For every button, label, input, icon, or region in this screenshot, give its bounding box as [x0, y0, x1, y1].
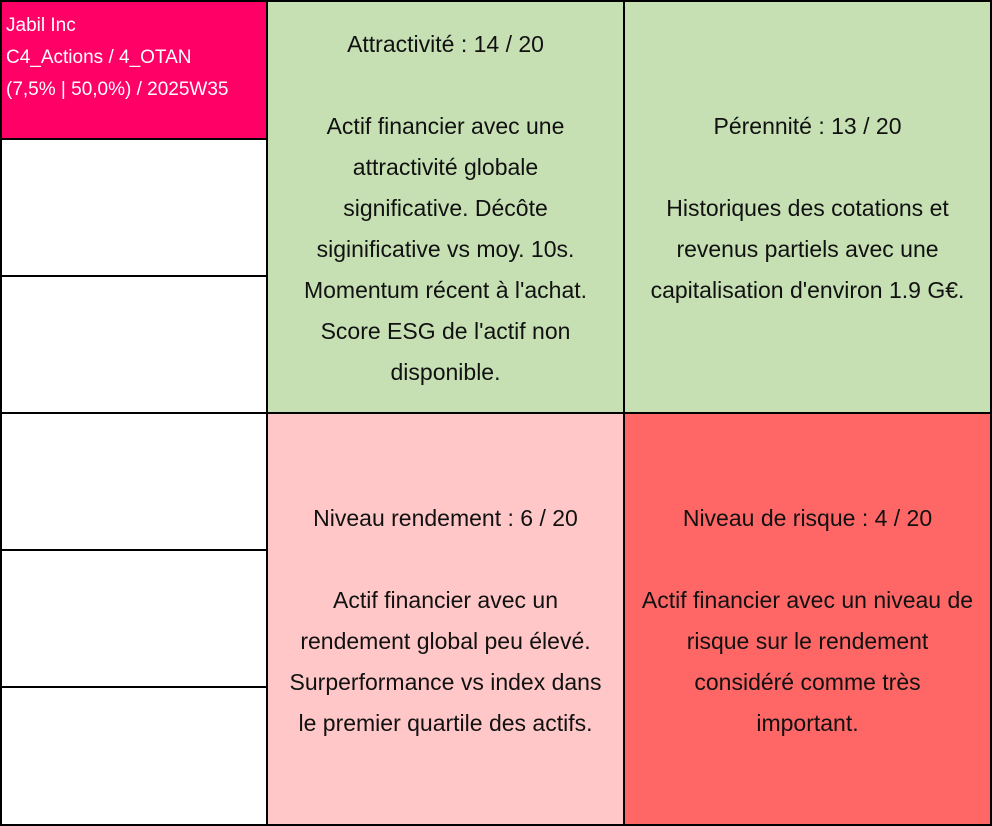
asset-allocation: (7,5% | 50,0%) / 2025W35	[6, 79, 229, 100]
company-name: Jabil Inc	[6, 15, 76, 36]
empty-cell	[0, 275, 268, 414]
perennite-title: Pérennité : 13 / 20	[713, 113, 902, 139]
attractivite-text-line: attractivité globale	[352, 154, 539, 180]
asset-category: C4_Actions / 4_OTAN	[6, 47, 192, 68]
empty-cell	[0, 412, 268, 551]
risque-text-line: risque sur le rendement	[686, 628, 929, 654]
risque-text-line: Actif financier avec un niveau de	[641, 587, 974, 613]
rendement-text-line: le premier quartile des actifs.	[298, 710, 593, 736]
risque-panel	[623, 412, 992, 826]
empty-cell	[0, 549, 268, 688]
rendement-text-line: Actif financier avec un	[332, 587, 558, 613]
attractivite-text-line: significative. Décôte	[343, 195, 548, 221]
attractivite-text-line: disponible.	[390, 359, 501, 385]
attractivite-panel	[266, 0, 625, 414]
rendement-text-line: Surperformance vs index dans	[289, 669, 602, 695]
attractivite-text-line: Actif financier avec une	[326, 113, 565, 139]
perennite-panel	[623, 0, 992, 414]
empty-cell	[0, 138, 268, 277]
risque-text-line: important.	[756, 710, 859, 736]
asset-header	[0, 0, 268, 140]
perennite-text-line: Historiques des cotations et	[666, 195, 949, 221]
empty-cell	[0, 686, 268, 826]
attractivite-title: Attractivité : 14 / 20	[347, 31, 544, 57]
rendement-title: Niveau rendement : 6 / 20	[313, 505, 578, 531]
attractivite-text-line: siginificative vs moy. 10s.	[316, 236, 575, 262]
attractivite-text-line: Momentum récent à l'achat.	[303, 277, 588, 303]
rendement-text-line: rendement global peu élevé.	[300, 628, 591, 654]
attractivite-text-line: Score ESG de l'actif non	[320, 318, 571, 344]
risque-title: Niveau de risque : 4 / 20	[682, 505, 933, 531]
rendement-panel	[266, 412, 625, 826]
perennite-text-line: capitalisation d'environ 1.9 G€.	[650, 277, 965, 303]
perennite-text-line: revenus partiels avec une	[676, 236, 939, 262]
risque-text-line: considéré comme très	[694, 669, 921, 695]
